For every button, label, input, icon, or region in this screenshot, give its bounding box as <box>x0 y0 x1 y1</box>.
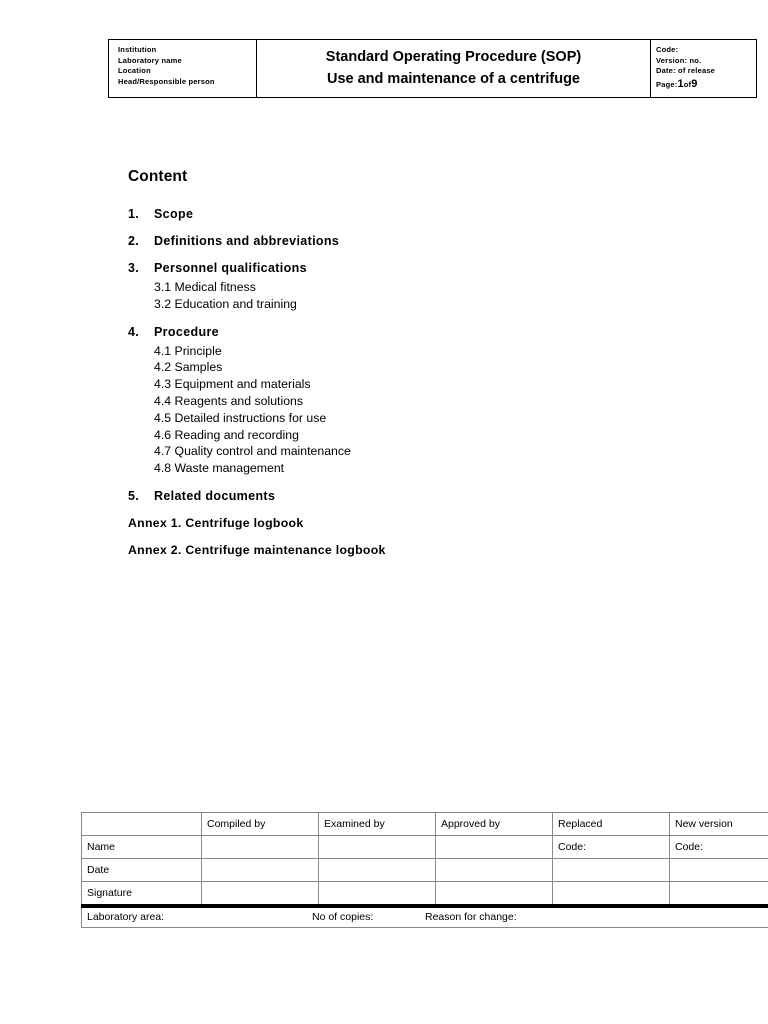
document-version-label: Version: no. <box>656 55 702 65</box>
toc-subitem-list <box>128 279 648 313</box>
toc-title: Procedure <box>154 324 219 339</box>
toc-main-row <box>128 324 648 341</box>
toc-title: Definitions and abbreviations <box>154 234 340 248</box>
footer-header-row <box>82 813 768 836</box>
footer-row-label: Date <box>82 859 202 882</box>
sop-title-line-2: Use and maintenance of a centrifuge <box>326 71 580 87</box>
page-label: Page: <box>656 79 678 89</box>
header-title-cell <box>257 40 651 98</box>
laboratory-name-label: Laboratory name <box>118 55 182 65</box>
footer-row-label: Name <box>82 836 202 859</box>
toc-entry-personnel-qualifications[interactable] <box>128 260 648 313</box>
footer-column-approved-by: Approved by <box>436 813 553 836</box>
toc-main-row <box>128 488 648 505</box>
footer-row-name <box>82 836 768 859</box>
toc-subitem[interactable]: 4.6 Reading and recording <box>154 427 299 442</box>
toc-subitem-list <box>128 343 648 477</box>
page-separator: of <box>683 79 692 89</box>
footer-cell-examined-date[interactable] <box>319 859 436 882</box>
toc-subitem[interactable]: 4.2 Samples <box>154 360 223 375</box>
toc-entry-procedure[interactable] <box>128 324 648 477</box>
footer-column-new-version: New version <box>670 813 768 836</box>
footer-cell-compiled-date[interactable] <box>202 859 319 882</box>
footer-cell-approved-date[interactable] <box>436 859 553 882</box>
toc-main-row <box>128 206 648 223</box>
document-code-label: Code: <box>656 45 679 54</box>
toc-subitem[interactable]: 4.8 Waste management <box>154 461 285 476</box>
toc-subitem[interactable]: 4.7 Quality control and maintenance <box>154 444 351 459</box>
toc-entry-related-documents[interactable] <box>128 488 648 505</box>
document-footer-table <box>81 812 768 928</box>
document-date-label: Date: of release <box>656 66 716 76</box>
toc-subitem[interactable]: 4.4 Reagents and solutions <box>154 393 304 408</box>
toc-number: 5. <box>128 488 140 503</box>
footer-cell-examined-signature[interactable] <box>319 882 436 907</box>
footer-cell-compiled-name[interactable] <box>202 836 319 859</box>
toc-subitem[interactable]: 3.2 Education and training <box>154 296 297 311</box>
footer-bottom-cell <box>82 906 768 928</box>
footer-cell-compiled-signature[interactable] <box>202 882 319 907</box>
footer-cell-new-version-date[interactable] <box>670 859 768 882</box>
footer-cell-new-version-code[interactable]: Code: <box>670 836 768 859</box>
footer-column-replaced: Replaced <box>553 813 670 836</box>
footer-row-signature <box>82 882 768 907</box>
document-header-table <box>108 39 757 98</box>
footer-cell-approved-signature[interactable] <box>436 882 553 907</box>
footer-bottom-row <box>82 906 768 928</box>
toc-number: 1. <box>128 207 140 221</box>
no-of-copies-label: No of copies: <box>312 911 374 923</box>
toc-title: Personnel qualifications <box>154 261 307 275</box>
footer-cell-approved-name[interactable] <box>436 836 553 859</box>
toc-main-row <box>128 233 648 250</box>
toc-subitem[interactable]: 4.5 Detailed instructions for use <box>154 410 327 425</box>
footer-cell-replaced-signature[interactable] <box>553 882 670 907</box>
footer-row-label: Signature <box>82 882 202 907</box>
sop-title-line-1: Standard Operating Procedure (SOP) <box>325 49 582 65</box>
footer-row-date <box>82 859 768 882</box>
location-label: Location <box>118 66 151 76</box>
toc-entry-scope[interactable] <box>128 206 648 223</box>
toc-title: Related documents <box>154 488 276 503</box>
content-heading: Content <box>128 168 188 185</box>
footer-cell-replaced-code[interactable]: Code: <box>553 836 670 859</box>
toc-subitem[interactable]: 3.1 Medical fitness <box>154 280 256 294</box>
footer-cell-replaced-date[interactable] <box>553 859 670 882</box>
page-total-number: 9 <box>691 77 698 90</box>
footer-column-examined-by: Examined by <box>319 813 436 836</box>
footer-cell-examined-name[interactable] <box>319 836 436 859</box>
toc-number: 3. <box>128 261 140 275</box>
toc-entry-definitions[interactable] <box>128 233 648 250</box>
header-row <box>109 40 757 98</box>
footer-bottom-strip <box>87 911 768 924</box>
toc-title: Scope <box>154 207 194 221</box>
page-indicator <box>656 77 756 91</box>
toc-subitem[interactable]: 4.1 Principle <box>154 343 222 358</box>
institution-label: Institution <box>118 45 157 54</box>
toc-number: 2. <box>128 234 140 248</box>
laboratory-area-label: Laboratory area: <box>87 911 165 923</box>
page-current-number: 1 <box>677 77 684 90</box>
toc-main-row <box>128 260 648 277</box>
head-responsible-person-label: Head/Responsible person <box>118 76 215 86</box>
toc-number: 4. <box>128 324 140 339</box>
table-of-contents <box>128 168 648 569</box>
footer-corner-cell <box>82 813 202 836</box>
toc-subitem[interactable]: 4.3 Equipment and materials <box>154 377 311 392</box>
header-organization-cell <box>109 40 257 98</box>
toc-entry-annex-1[interactable]: Annex 1. Centrifuge logbook <box>128 515 304 530</box>
toc-entry-annex-2[interactable]: Annex 2. Centrifuge maintenance logbook <box>128 542 386 557</box>
reason-for-change-label: Reason for change: <box>425 911 517 923</box>
header-metadata-cell <box>651 40 757 98</box>
footer-cell-new-version-signature[interactable] <box>670 882 768 907</box>
footer-column-compiled-by: Compiled by <box>202 813 319 836</box>
